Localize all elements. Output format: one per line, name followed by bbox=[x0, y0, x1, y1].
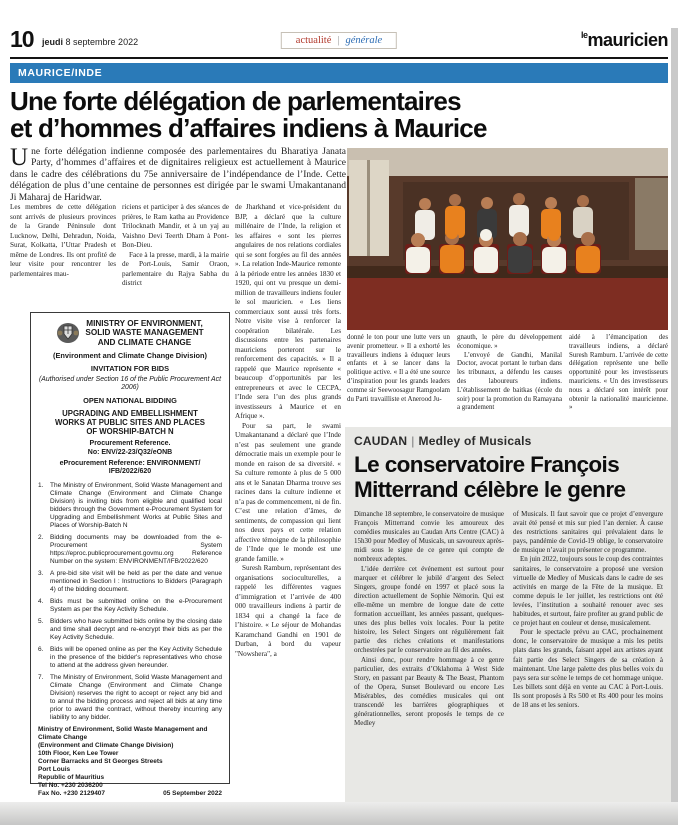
item-text: Bidding documents may be downloaded from the e-Procurement System https://eproc.publicprocurement.govmu.org Reference Number on the system: ENVIRONMENT/IFB/2022/620 bbox=[50, 533, 222, 565]
newspaper-logo bbox=[581, 30, 668, 51]
item-number: 6. bbox=[38, 645, 44, 653]
item-number: 1. bbox=[38, 481, 44, 489]
caudan-column-1 bbox=[354, 510, 504, 762]
page-number: 10 bbox=[10, 26, 34, 52]
authorisation-note: (Authorised under Section 16 of the Public Procurement Act 2006) bbox=[38, 376, 222, 392]
body-paragraph: Pour sa part, le swami Umakantanand a déclaré que l’Inde n’est pas seulement une grande démocratie mais un exemple pour le monde en raison de sa diversité. « Sa culture remonte à plus de 5 000 ans et le Sanatan Dharma trouve ses racines dans la culture indienne et n’a pas de commencement, ni de fin. C’est une relation d’âmes, de sentiments, de compassion qui lient nos deux pays et cette relation affective témoigne de la philosophie de l’Inde que le monde est une grande famille. » bbox=[235, 421, 341, 563]
article-photo-graphic bbox=[347, 148, 668, 330]
article-lead bbox=[10, 144, 346, 204]
body-paragraph: Pour le spectacle prévu au CAC, prochainement donc, le conservatoire de musique a mis les petits plats dans les grands, faisant appel aux artistes ayant fait partie des Select Singers de sa création à maintenant. Une large palette des plus belles voix du pays sera sur scène le temps de cet hommage unique. Les billets sont déjà en vente au CAC à Port-Louis. Ils sont proposés à Rs 500 et Rs 400 pour les moins de 18 ans et les seniors. bbox=[513, 628, 663, 709]
section-generale: générale bbox=[345, 35, 383, 46]
coat-of-arms-icon bbox=[56, 321, 80, 345]
article-column-2 bbox=[122, 203, 229, 315]
body-paragraph: aidé à l’émancipation des travailleurs indiens, a déclaré Suresh Ramburn. L’arrivée de cette délégation représente une belle opportunité pour les investisseurs mauriciens. « Un des investisseurs nous a déclaré son intérêt pour obtenir la nationalité mauricienne. » bbox=[569, 334, 668, 412]
page-bottom-strip bbox=[0, 802, 678, 825]
ministry-title-line: MINISTRY OF ENVIRONMENT, bbox=[86, 319, 203, 328]
ministry-title-line: SOLID WASTE MANAGEMENT bbox=[85, 328, 204, 338]
body-paragraph: Suresh Ramburn, représentant des organisations socioculturelles, a rappelé les différentes vagues d’immigration et l’arrivée de 400 000 travailleurs indiens à partir de 1834 qui a changé la face de l’histoire. « Le séjour de Mohandas Karamchand Gandhi en 1901 de Durban, à bord du vapeur "Nowshera", a bbox=[235, 564, 341, 658]
list-item bbox=[38, 570, 222, 594]
section-actualite: actualité bbox=[295, 35, 332, 46]
kicker-divider: | bbox=[411, 434, 415, 448]
ministry-address-block bbox=[38, 726, 222, 798]
kicker-location: CAUDAN bbox=[354, 434, 408, 448]
headline-line1: Une forte délégation de parlementaires bbox=[10, 86, 461, 116]
masthead bbox=[10, 28, 668, 56]
item-text: The Ministry of Environment, Solid Waste Management and Climate Change (Environment and Climate Change Division) reserves the right to accept or reject any bid and to annul the bidding process and reject all bids at any time prior to award the contract, without thereby incurring any liability to any bidder. bbox=[50, 673, 222, 721]
address-line: Climate Change bbox=[38, 733, 88, 741]
dateline-day: jeudi bbox=[42, 37, 64, 47]
section-divider: | bbox=[337, 35, 340, 46]
kicker-topic: Medley of Musicals bbox=[418, 434, 532, 448]
caudan-article-panel bbox=[345, 427, 672, 813]
masthead-rule bbox=[10, 57, 668, 59]
bid-conditions-list bbox=[38, 482, 222, 722]
address-line: Republic of Mauritius bbox=[38, 773, 105, 781]
works-title: UPGRADING AND EMBELLISHMENT WORKS AT PUBLIC SITES AND PLACES OF WORSHIP-BATCH N bbox=[54, 409, 206, 437]
procurement-reference bbox=[38, 440, 222, 457]
eprocurement-reference: eProcurement Reference: ENVIRONMENT/ IFB/2022/620 bbox=[59, 460, 201, 476]
item-number: 2. bbox=[38, 533, 44, 541]
body-paragraph: gnauth, le père du développement économique. » bbox=[457, 334, 562, 350]
article-column-5 bbox=[457, 334, 562, 425]
body-paragraph: L’idée derrière cet événement est surtout pour marquer et célébrer le jubilé d’argent des Select Singers, groupe fondé en 1997 et placé sous la direction actuellement de Sophie Némorin. Qui est elle-même un membre de longue date de cette formation accueillant, les années passant, quelques-unes des plus belles voix locales. Pour la petite histoire, les Select Singers ont régulièrement fait partie des riches créations et manifestations orchestrées par le conservatoire au fil des années. bbox=[354, 564, 504, 655]
caudan-headline-line1: Le conservatoire François bbox=[354, 452, 620, 477]
list-item bbox=[38, 534, 222, 566]
page-edge-shadow bbox=[671, 28, 678, 825]
list-item bbox=[38, 674, 222, 722]
body-paragraph: En juin 2022, toujours sous le coup des contraintes sanitaires, le conservatoire a proposé une version virtuelle de Medley of Musicals dans le cadre de ses activités en marge de la Fête de la musique. Et comme depuis le 1er juillet, les restrictions ont été levées, l’institution a souhaité renouer avec ses habitudes, et surtout, faire profiter au grand public de ce projet haut en couleur et dense, musicalement. bbox=[513, 555, 663, 628]
body-paragraph: de Jharkhand et vice-président du BJP, a déclaré que la culture millénaire de l’Inde, la religion et les affaires « sont les pierres angulaires de nos relations cordiales qui se sont forgées au fil des années ». La relation Inde-Maurice remonte à la période entre les années 1830 et 1920, qui ont vu presque un demi-million de travailleurs indiens fouler le sol mauricien. « Les liens commerciaux sont aussi très forts. Notre visite vise à renforcer la coopération bilatérale. Les discussions entre les partenaires mauriciens porteront sur le renforcement des capacités. » Il a rappelé que Maurice représente « beaucoup d’opportunités par les entrepreneurs et avec le CECPA, l’Inde sera l’un des plus grands investisseurs à Maurice et en Afrique ». bbox=[235, 203, 341, 420]
article-kicker-bar: MAURICE/INDE bbox=[10, 63, 668, 83]
open-national-bidding: OPEN NATIONAL BIDDING bbox=[83, 396, 177, 406]
item-number: 7. bbox=[38, 673, 44, 681]
body-paragraph: Dimanche 18 septembre, le conservatoire de musique François Mitterrand convie les amoureux des comédies musicales au Caudan Arts Centre (CAC) à 15h30 pour Medley of Musicals, un savoureux après-midi sous le signe de ce genre qui compte de nombreux adeptes. bbox=[354, 510, 504, 564]
division-line: (Environment and Climate Change Division) bbox=[53, 351, 207, 361]
item-text: The Ministry of Environment, Solid Waste Management and Climate Change (Environment and Climate Change Division) is inviting bids from eligible and qualified local bidders through the Government e-Procurement System for Upgrading and Embellishment Works at Public Sites and Places of Worship-Batch N bbox=[50, 481, 222, 529]
address-line: 10th Floor, Ken Lee Tower bbox=[38, 749, 119, 757]
ministry-bid-notice bbox=[30, 312, 230, 797]
address-line: Tel No. +230 2036200 bbox=[38, 781, 103, 789]
logo-name: mauricien bbox=[587, 30, 668, 50]
article-column-3 bbox=[235, 203, 341, 803]
invitation-for-bids-title: INVITATION FOR BIDS bbox=[90, 364, 170, 374]
body-paragraph: Face à la presse, mardi, à la mairie de Port-Louis, Samir Oraon, parlementaire du Rajya Sabha du district bbox=[122, 250, 229, 287]
item-text: Bidders who have submitted bids online by the closing date and time shall decrypt and re-encrypt their bids as per the Key Activity Schedule. bbox=[50, 617, 222, 641]
lead-dropcap: U bbox=[10, 144, 29, 171]
section-indicator bbox=[281, 32, 397, 49]
item-number: 5. bbox=[38, 617, 44, 625]
article-column-6 bbox=[569, 334, 668, 425]
procurement-reference-label: Procurement Reference. bbox=[89, 440, 171, 448]
fax-line: Fax No. +230 2129407 bbox=[38, 789, 106, 797]
item-text: Bids must be submitted online on the e-Procurement System as per the Key Activity Schedule. bbox=[50, 597, 222, 613]
item-number: 3. bbox=[38, 569, 44, 577]
address-line: Port Louis bbox=[38, 765, 71, 773]
address-line: (Environment and Climate Change Division) bbox=[38, 741, 174, 749]
list-item bbox=[38, 618, 222, 642]
dateline bbox=[42, 37, 138, 47]
body-paragraph: donné le ton pour une lutte vers un avenir prometteur. » Il a exhorté les travailleurs indiens à éduquer leurs enfants et à se lancer dans la politique active. « Il a été une source d’inspiration pour les grands leaders comme sir Seewoosagur Ramgoolam du Parti travailliste et Anerood Ju- bbox=[347, 334, 450, 403]
notice-date: 05 September 2022 bbox=[163, 789, 222, 797]
address-line: Corner Barracks and St Georges Streets bbox=[38, 757, 163, 765]
ministry-title bbox=[85, 319, 203, 347]
body-paragraph: Les membres de cette délégation sont arrivés de plusieurs provinces de la Grande Péninsule dont Lucknow, Delhi, Dehradun, Noida, Surat, Kolkatta, l’Uttar Pradesh et même de Londres. Ils ont profité de leur visite pour rencontrer les parlementaires mau- bbox=[10, 203, 116, 278]
dateline-rest: 8 septembre 2022 bbox=[65, 37, 139, 47]
caudan-headline-line2: Mitterrand célèbre le genre bbox=[354, 477, 626, 502]
logo-prefix: le bbox=[580, 30, 588, 40]
article-column-4 bbox=[347, 334, 450, 425]
item-text: A pre-bid site visit will be held as per the date and venue mentioned in Section I : Instructions to Bidders (Paragraph 4) of the bidding document. bbox=[50, 569, 222, 593]
ministry-title-line: AND CLIMATE CHANGE bbox=[97, 337, 192, 347]
lead-text: ne forte délégation indienne composée des parlementaires du Bharatiya Janata Party, d’hommes d’affaires et de dignitaires religieux est actuellement à Maurice dans le cadre des célébrations du 75e anniversaire de l’indépendance de l’Inde. Cette délégation de plus d’une centaine de personnes est dirigée par le swami Umakantanand Ji Maharaj de Haridwar. bbox=[10, 147, 346, 203]
procurement-reference-number: No: ENV/22-23/Q32/eONB bbox=[87, 448, 173, 456]
article-headline bbox=[10, 88, 660, 142]
list-item bbox=[38, 646, 222, 670]
caudan-column-2 bbox=[513, 510, 663, 762]
list-item bbox=[38, 598, 222, 614]
address-line: Ministry of Environment, Solid Waste Management and bbox=[38, 725, 208, 733]
caudan-kicker bbox=[354, 434, 663, 448]
headline-line2: et d’hommes d’affaires indiens à Maurice bbox=[10, 113, 487, 143]
item-text: Bids will be opened online as per the Key Activity Schedule in the presence of the bidder's representatives who chose to attend at the address given hereunder. bbox=[50, 645, 222, 669]
body-paragraph: L’envoyé de Gandhi, Manilal Doctor, avocat portant le turban dans les tribunaux, a défendu les causes des laboureurs indiens. L’établissement de baitkas (école du soir) pour la promotion du Ramayana a grandement bbox=[457, 351, 562, 412]
item-number: 4. bbox=[38, 597, 44, 605]
caudan-body bbox=[354, 510, 663, 762]
body-paragraph: riciens et participer à des séances de prières, le Ram katha au Providence Trilocknath Mandir, et à un yaj au Vaishno Devi Teerth Dham à Pont-Bon-Dieu. bbox=[122, 203, 229, 249]
list-item bbox=[38, 482, 222, 530]
article-photo bbox=[347, 148, 668, 330]
body-paragraph: Ainsi donc, pour rendre hommage à ce genre particulier, des extraits d’Oklahoma à West Side Story, en passant par Beauty & The Beast, Phantom of the Opera, Sunset Boulevard ou encore Les Misérables, des comédies musicales qui ont transcendé les barrières géographiques et générationnelles, seront proposés le temps de ce Medley bbox=[354, 655, 504, 728]
body-paragraph: of Musicals. Il faut savoir que ce projet d’envergure avait été pensé et mis sur pied l’an dernier. À cause des restrictions sanitaires qui prévalaient dans le pays, pandémie de Covid-19 oblige, le conservatoire de musique n’avait pu présenter ce programme. bbox=[513, 510, 663, 555]
article-column-1 bbox=[10, 203, 116, 309]
ministry-header bbox=[38, 319, 222, 347]
caudan-headline bbox=[354, 452, 663, 502]
